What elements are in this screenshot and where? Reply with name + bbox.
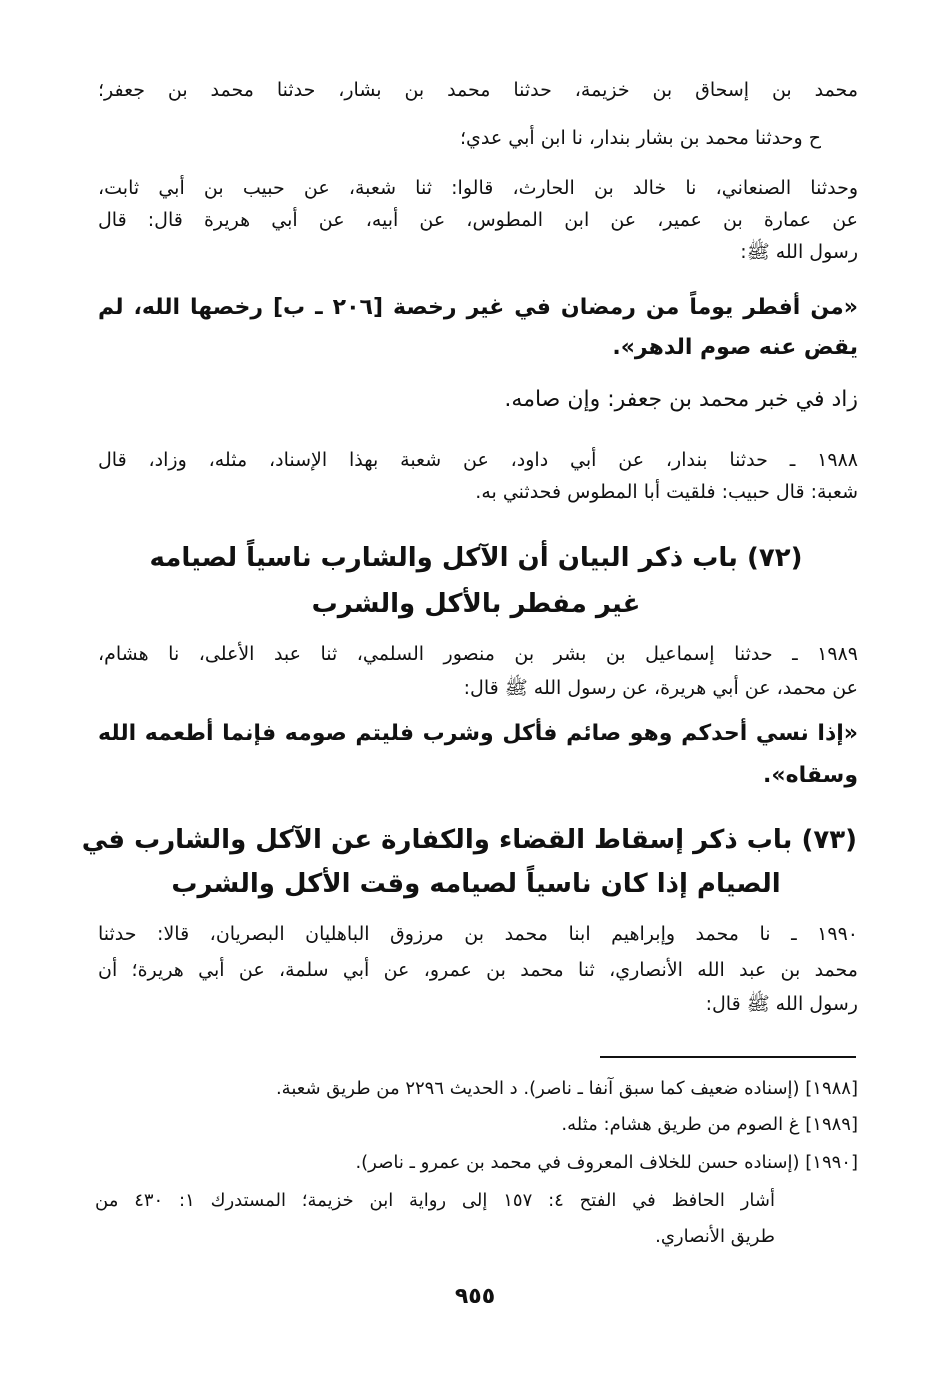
isnad-line-2: ح وحدثنا محمد بن بشار بندار، نا ابن أبي عدي؛ — [460, 127, 821, 149]
footnote-1990-detail-line-1: أشار الحافظ في الفتح ٤: ١٥٧ إلى رواية ابن خزيمة؛ المستدرك ١: ٤٣٠ من — [95, 1190, 775, 1211]
hadith-1988-line-1: ١٩٨٨ ـ حدثنا بندار، عن أبي داود، عن شعبة بهذا الإسناد، مثله، وزاد، قال — [98, 449, 858, 471]
isnad-line-4: عن عمارة بن عمير، عن ابن المطوس، عن أبيه، عن أبي هريرة قال: قال — [98, 209, 858, 231]
chapter-73-heading-line-2: الصيام إذا كان ناسياً لصيامه وقت الأكل والشرب — [171, 869, 781, 899]
isnad-line-3: وحدثنا الصنعاني، نا خالد بن الحارث، قالوا: ثنا شعبة، عن حبيب بن أبي ثابت، — [98, 177, 858, 199]
hadith-1990-line-1: ١٩٩٠ ـ نا محمد وإبراهيم ابنا محمد بن مرزوق الباهليان البصريان، قالا: حدثنا — [98, 923, 858, 945]
footnote-1989: [١٩٨٩] غ الصوم من طريق هشام: مثله. — [561, 1114, 858, 1135]
hadith-text-1-line-1: «من أفطر يوماً من رمضان في غير رخصة [٢٠٦ ـ ب] رخصها الله، لم — [98, 295, 858, 320]
chapter-73-heading-line-1: (٧٣) باب ذكر إسقاط القضاء والكفارة عن الآكل والشارب في — [81, 825, 857, 855]
addition-line: زاد في خبر محمد بن جعفر: وإن صامه. — [504, 387, 858, 412]
hadith-text-2-line-1: «إذا نسي أحدكم وهو صائم فأكل وشرب فليتم صومه فإنما أطعمه الله — [98, 721, 858, 746]
footnote-1990-detail-line-2: طريق الأنصاري. — [655, 1226, 775, 1247]
chapter-72-heading-line-2: غير مفطر بالأكل والشرب — [311, 589, 641, 619]
footnote-1988: [١٩٨٨] (إسناده ضعيف كما سبق آنفا ـ ناصر). د الحديث ٢٢٩٦ من طريق شعبة. — [275, 1078, 858, 1099]
isnad-line-1: محمد بن إسحاق بن خزيمة، حدثنا محمد بن بشار، حدثنا محمد بن جعفر؛ — [98, 79, 858, 101]
page-number: ٩٥٥ — [454, 1284, 496, 1309]
hadith-1988-line-2: شعبة: قال حبيب: فلقيت أبا المطوس فحدثني به. — [475, 481, 858, 503]
chapter-72-heading-line-1: (٧٢) باب ذكر البيان أن الآكل والشارب ناسياً لصيامه — [149, 543, 803, 573]
hadith-1989-line-1: ١٩٨٩ ـ حدثنا إسماعيل بن بشر بن منصور السلمي، ثنا عبد الأعلى، نا هشام، — [98, 643, 858, 665]
hadith-1990-line-3: رسول الله ﷺ قال: — [705, 993, 858, 1015]
footnote-1990: [١٩٩٠] (إسناده حسن للخلاف المعروف في محمد بن عمرو ـ ناصر). — [355, 1152, 858, 1173]
hadith-1989-line-2: عن محمد، عن أبي هريرة، عن رسول الله ﷺ قال: — [463, 677, 858, 699]
footnote-divider — [600, 1056, 856, 1058]
hadith-text-2-line-2: وسقاه». — [763, 763, 858, 788]
hadith-text-1-line-2: يقض عنه صوم الدهر». — [612, 335, 858, 360]
hadith-1990-line-2: محمد بن عبد الله الأنصاري، ثنا محمد بن عمرو، عن أبي سلمة، عن أبي هريرة؛ أن — [98, 959, 858, 981]
isnad-line-5: رسول الله ﷺ: — [740, 241, 858, 263]
